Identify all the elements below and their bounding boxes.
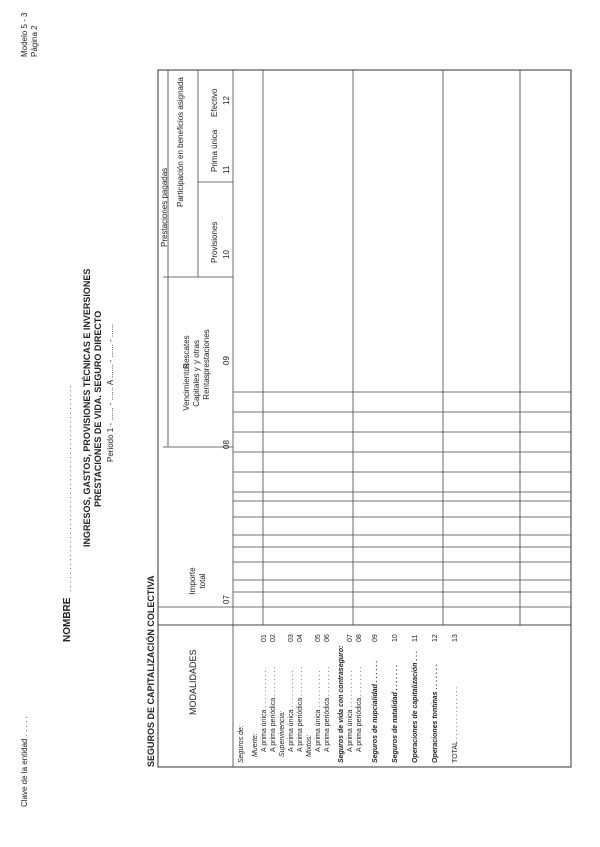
col-provisiones-label: Provisiones (210, 221, 219, 263)
row-label: Mixtos: (306, 734, 313, 757)
periodo-line: Periodo 1 - ...... - ...... A ...... - ...... - ...... (106, 323, 115, 462)
row-code: 01 (261, 634, 268, 642)
row-label: A prima única . . . . . . . . . . (288, 670, 295, 752)
modalidades-header: MODALIDADES (188, 649, 198, 715)
col-venc-label3: Rentas (202, 374, 211, 400)
clave-entidad: Clave de la entidad . . . . . (20, 716, 29, 807)
nombre-label: NOMBRE (62, 597, 73, 642)
col-venc-code: 08 (222, 440, 231, 449)
row-label: A prima única . . . . . . . . . . (315, 670, 322, 752)
row-code: 11 (412, 634, 419, 642)
row-label: Muerte: (252, 733, 259, 757)
col-importe-code: 07 (222, 595, 231, 604)
row-code: 10 (392, 634, 399, 642)
row-code: 02 (270, 634, 277, 642)
col-rescates-label3: prestaciones (202, 329, 211, 375)
row-label: Seguros de nupcialidad . . . . . . (372, 660, 379, 763)
col-efectivo-code: 12 (222, 96, 231, 105)
row-label: TOTAL . . . . . . . . . . . . . . (452, 686, 459, 763)
col-venc-label2: Capitales y (192, 367, 201, 407)
col-prima-unica-label: Prima única (210, 129, 219, 172)
row-label: Seguros de: (238, 725, 245, 763)
row-code: 09 (372, 634, 379, 642)
row-code: 13 (452, 634, 459, 642)
col-prima-unica-code: 11 (222, 165, 231, 174)
col-efectivo-label: Efectivo (210, 88, 219, 117)
col-importe-label2: total (198, 573, 207, 589)
row-label: A prima única . . . . . . . . . . (261, 670, 268, 752)
modelo-label: Modelo 5 - 3 (20, 12, 29, 57)
row-code: 03 (288, 634, 295, 642)
row-label: A prima periódica . . . . . . . . (324, 666, 331, 752)
row-label: A prima periódica . . . . . . . . (356, 666, 363, 752)
row-code: 05 (315, 634, 322, 642)
pagina-label: Página 2 (30, 25, 39, 57)
title-line-1: INGRESOS, GASTOS, PROVISIONES TÉCNICAS E INVERSIONES (82, 268, 92, 547)
row-label: A prima periódica . . . . . . . . (270, 666, 277, 752)
row-code: 07 (347, 634, 354, 642)
row-label: A prima única . . . . . . . . . . (347, 670, 354, 752)
title-line-2: PRESTACIONES DE VIDA. SEGURO DIRECTO (93, 310, 103, 507)
row-label: A prima periódica . . . . . . . . (297, 666, 304, 752)
row-code: 06 (324, 634, 331, 642)
row-label: Seguros de vida con contraseguro: (338, 645, 345, 763)
row-code: 04 (297, 634, 304, 642)
col-venc-label1: Vencimientos (182, 363, 191, 411)
row-code: 12 (432, 634, 439, 642)
row-label: Seguros de natalidad . . . . . . . (392, 664, 399, 763)
col-provisiones-code: 10 (222, 250, 231, 259)
col-rescates-label2: y otras (192, 340, 201, 365)
row-label: Supervivencia: (279, 711, 286, 757)
participacion-header: Participación en beneficios asignada (176, 77, 185, 207)
col-rescates-code: 09 (222, 356, 231, 365)
section-title: SEGUROS DE CAPITALIZACIÓN COLECTIVA (146, 575, 156, 767)
col-importe-label1: Importe (188, 567, 197, 595)
row-code: 08 (356, 634, 363, 642)
prestaciones-header: Prestaciones pagadas (160, 167, 169, 247)
row-label: Operaciones tontinas . . . . . . . (432, 664, 439, 763)
col-rescates-label1: Rescates (182, 335, 191, 369)
nombre-dots: . . . . . . . . . . . . . . . . . . . . . . . . . . . . . . . . . . . . . . . . . . . . . . . (64, 385, 73, 592)
row-label: Operaciones de capitalización . . . (412, 650, 419, 763)
